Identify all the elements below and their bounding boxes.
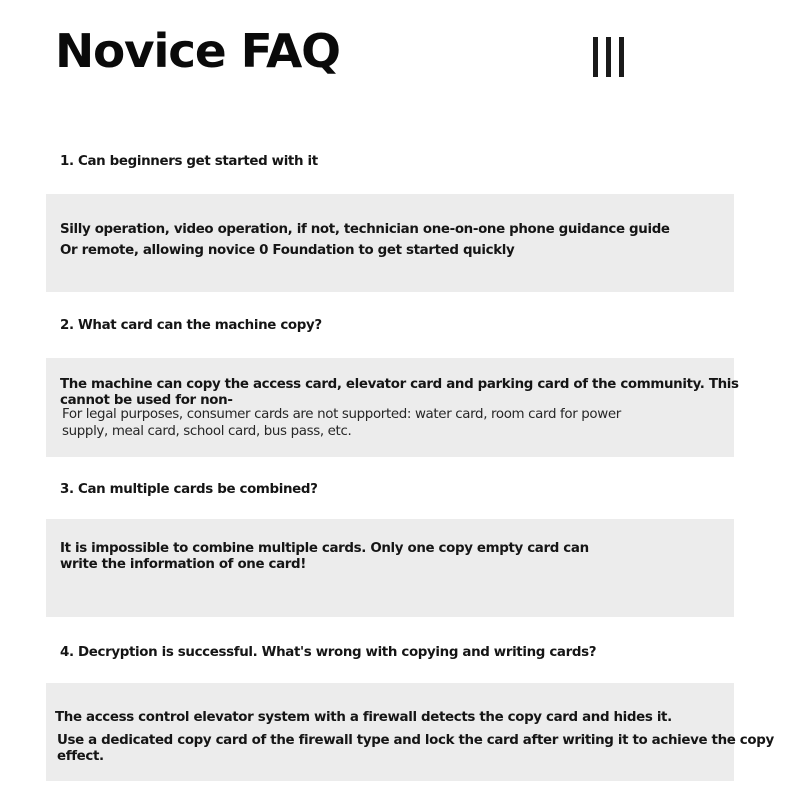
faq-answer-line: Use a dedicated copy card of the firewall type and lock the card after writing it to achieve the copy [57,733,774,748]
faq-answer-line: It is impossible to combine multiple cards. Only one copy empty card can [60,541,589,556]
menu-icon-bar [619,37,624,77]
faq-answer-line: write the information of one card! [60,557,307,572]
faq-question: 3. Can multiple cards be combined? [60,482,318,497]
faq-answer-line: effect. [57,749,104,764]
page-title: Novice FAQ [55,24,340,78]
faq-answer-line: cannot be used for non- [60,393,233,408]
faq-answer-line: Silly operation, video operation, if not, technician one-on-one phone guidance guide [60,222,670,237]
faq-answer-line: supply, meal card, school card, bus pass, etc. [62,424,352,439]
faq-answer-line: The access control elevator system with a firewall detects the copy card and hides it. [55,710,672,725]
menu-icon[interactable] [590,36,626,78]
faq-answer-line: The machine can copy the access card, elevator card and parking card of the community. This [60,377,739,392]
faq-answer-box [46,519,734,617]
faq-answer-box [46,358,739,457]
faq-question: 4. Decryption is successful. What's wrong with copying and writing cards? [60,645,597,660]
faq-answer-line: For legal purposes, consumer cards are not supported: water card, room card for power [62,407,621,422]
faq-answer-line: Or remote, allowing novice 0 Foundation to get started quickly [60,243,515,258]
faq-answer-box [46,194,734,292]
faq-question: 1. Can beginners get started with it [60,154,318,169]
faq-question: 2. What card can the machine copy? [60,318,322,333]
menu-icon-bar [606,37,611,77]
menu-icon-bar [593,37,598,77]
faq-answer-box [46,683,774,781]
